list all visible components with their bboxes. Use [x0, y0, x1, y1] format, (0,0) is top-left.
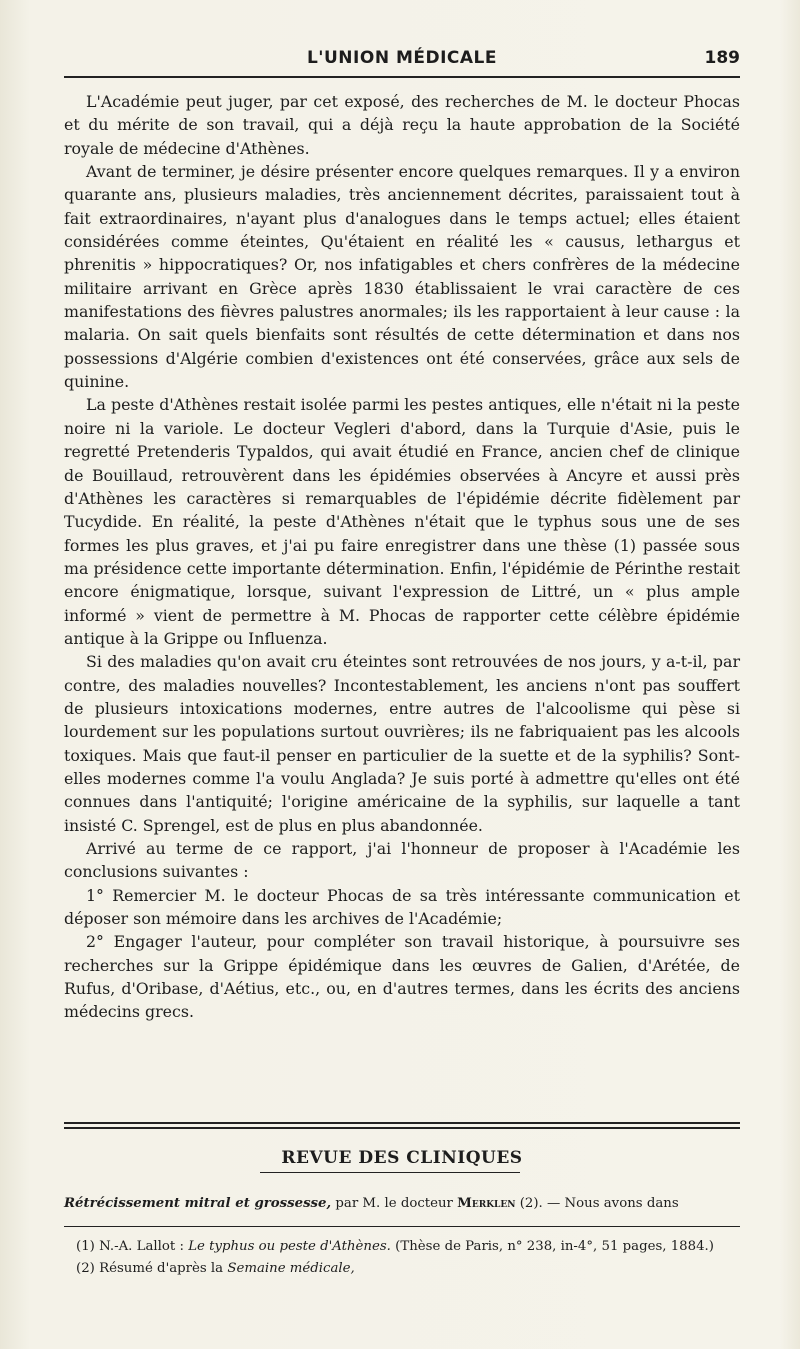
footnotes: [64, 1236, 740, 1280]
paragraph: Avant de terminer, je désire présenter encore quelques remarques. Il y a environ quarante ans, plusieurs maladies, très anciennement décrites, paraissaient tout à fait extraordinaires, n'ayant plus d'analogues dans le temps actuel; elles étaient considérées comme éteintes, Qu'étaient en réalité les « causus, lethargus et phrenitis » hippocratiques? Or, nos infatigables et chers confrères de la médecine militaire arrivant en Grèce après 1830 établissaient le vrai caractère de ces manifestations des fièvres palustres anormales; ils les rapportaient à leur cause : la malaria. On sait quels bienfaits sont résultés de cette détermination et dans nos possessions d'Algérie combien d'existences ont été conservées, grâce aux sels de quinine.: [64, 162, 740, 392]
running-title: L'UNION MÉDICALE: [306, 48, 498, 68]
page-header: [64, 48, 740, 74]
intro-title: Rétrécissement mitral et grossesse,: [64, 1196, 332, 1211]
paragraph: 2° Engager l'auteur, pour compléter son travail historique, à poursuivre ses recherches sur la Grippe épidémique dans les œuvres de Galien, d'Arétée, de Rufus, d'Oribase, d'Aétius, etc., ou, en d'autres termes, dans les écrits des anciens médecins grecs.: [64, 932, 740, 1022]
paragraph: La peste d'Athènes restait isolée parmi les pestes antiques, elle n'était ni la peste noire ni la variole. Le docteur Vegleri d'abord, dans la Turquie d'Asie, puis le regretté Pretenderis Typaldos, qui avait étudié en France, ancien chef de clinique de Bouillaud, retrouvèrent dans les épidémies observées à Ancyre et aussi près d'Athènes les caractères si remarquables de l'épidémie décrite fidèlement par Tucydide. En réalité, la peste d'Athènes n'était que le typhus sous une de ses formes les plus graves, et j'ai pu faire enregistrer dans une thèse (1) passée sous ma présidence cette importante détermination. Enfin, l'épidémie de Périnthe restait encore énigmatique, lorsque, suivant l'expression de Littré, un « plus ample informé » vient de permettre à M. Phocas de rapporter cette célèbre épidémie antique à la Grippe ou Influenza.: [64, 395, 740, 648]
page-number: 189: [704, 48, 740, 68]
paragraph: Arrivé au terme de ce rapport, j'ai l'honneur de proposer à l'Académie les conclusions suivantes :: [64, 839, 740, 882]
section-rule-bottom: [64, 1127, 740, 1129]
footnote-text: (Thèse de Paris, n° 238, in-4°, 51 pages, 1884.): [395, 1239, 714, 1254]
footnote-rule: [64, 1226, 740, 1227]
intro-author: Merklen: [457, 1196, 516, 1211]
footnote-mark: (1): [76, 1239, 95, 1254]
footnote-mark: (2): [76, 1261, 95, 1276]
section-intro: [64, 1194, 740, 1214]
section-rule-top: [64, 1122, 740, 1124]
intro-rest: (2). — Nous avons dans: [519, 1196, 679, 1211]
header-rule: [64, 76, 740, 78]
footnote-text: Résumé d'après la: [99, 1261, 224, 1276]
section-title-underline: [260, 1172, 520, 1173]
paragraph: 1° Remercier M. le docteur Phocas de sa très intéressante communication et déposer son mémoire dans les archives de l'Académie;: [64, 885, 740, 929]
intro-by: par M. le docteur: [335, 1196, 453, 1211]
paragraph: L'Académie peut juger, par cet exposé, des recherches de M. le docteur Phocas et du mérite de son travail, qui a déjà reçu la haute approbation de la Société royale de médecine d'Athènes.: [64, 92, 740, 158]
footnote-text: N.-A. Lallot :: [99, 1239, 184, 1254]
report-body: [64, 90, 740, 1024]
paragraph: Si des maladies qu'on avait cru éteintes sont retrouvées de nos jours, y a-t-il, par contre, des maladies nouvelles? Incontestablement, les anciens n'ont pas souffert de plusieurs intoxications modernes, entre autres de l'alcoolisme qui pèse si lourdement sur les populations surtout ouvrières; ils ne fabriquaient pas les alcools toxiques. Mais que faut-il penser en particulier de la suette et de la syphilis? Sont-elles modernes comme l'a voulu Anglada? Je suis porté à admettre qu'elles ont été connues dans l'antiquité; l'origine américaine de la syphilis, sur laquelle a tant insisté C. Sprengel, est de plus en plus abandonnée.: [64, 652, 740, 835]
footnote-italic: Semaine médicale,: [227, 1261, 355, 1276]
footnote-italic: Le typhus ou peste d'Athènes.: [188, 1239, 391, 1254]
footnote-1: [64, 1236, 740, 1258]
footnote-2: [64, 1258, 740, 1280]
section-title: REVUE DES CLINIQUES: [281, 1148, 523, 1168]
